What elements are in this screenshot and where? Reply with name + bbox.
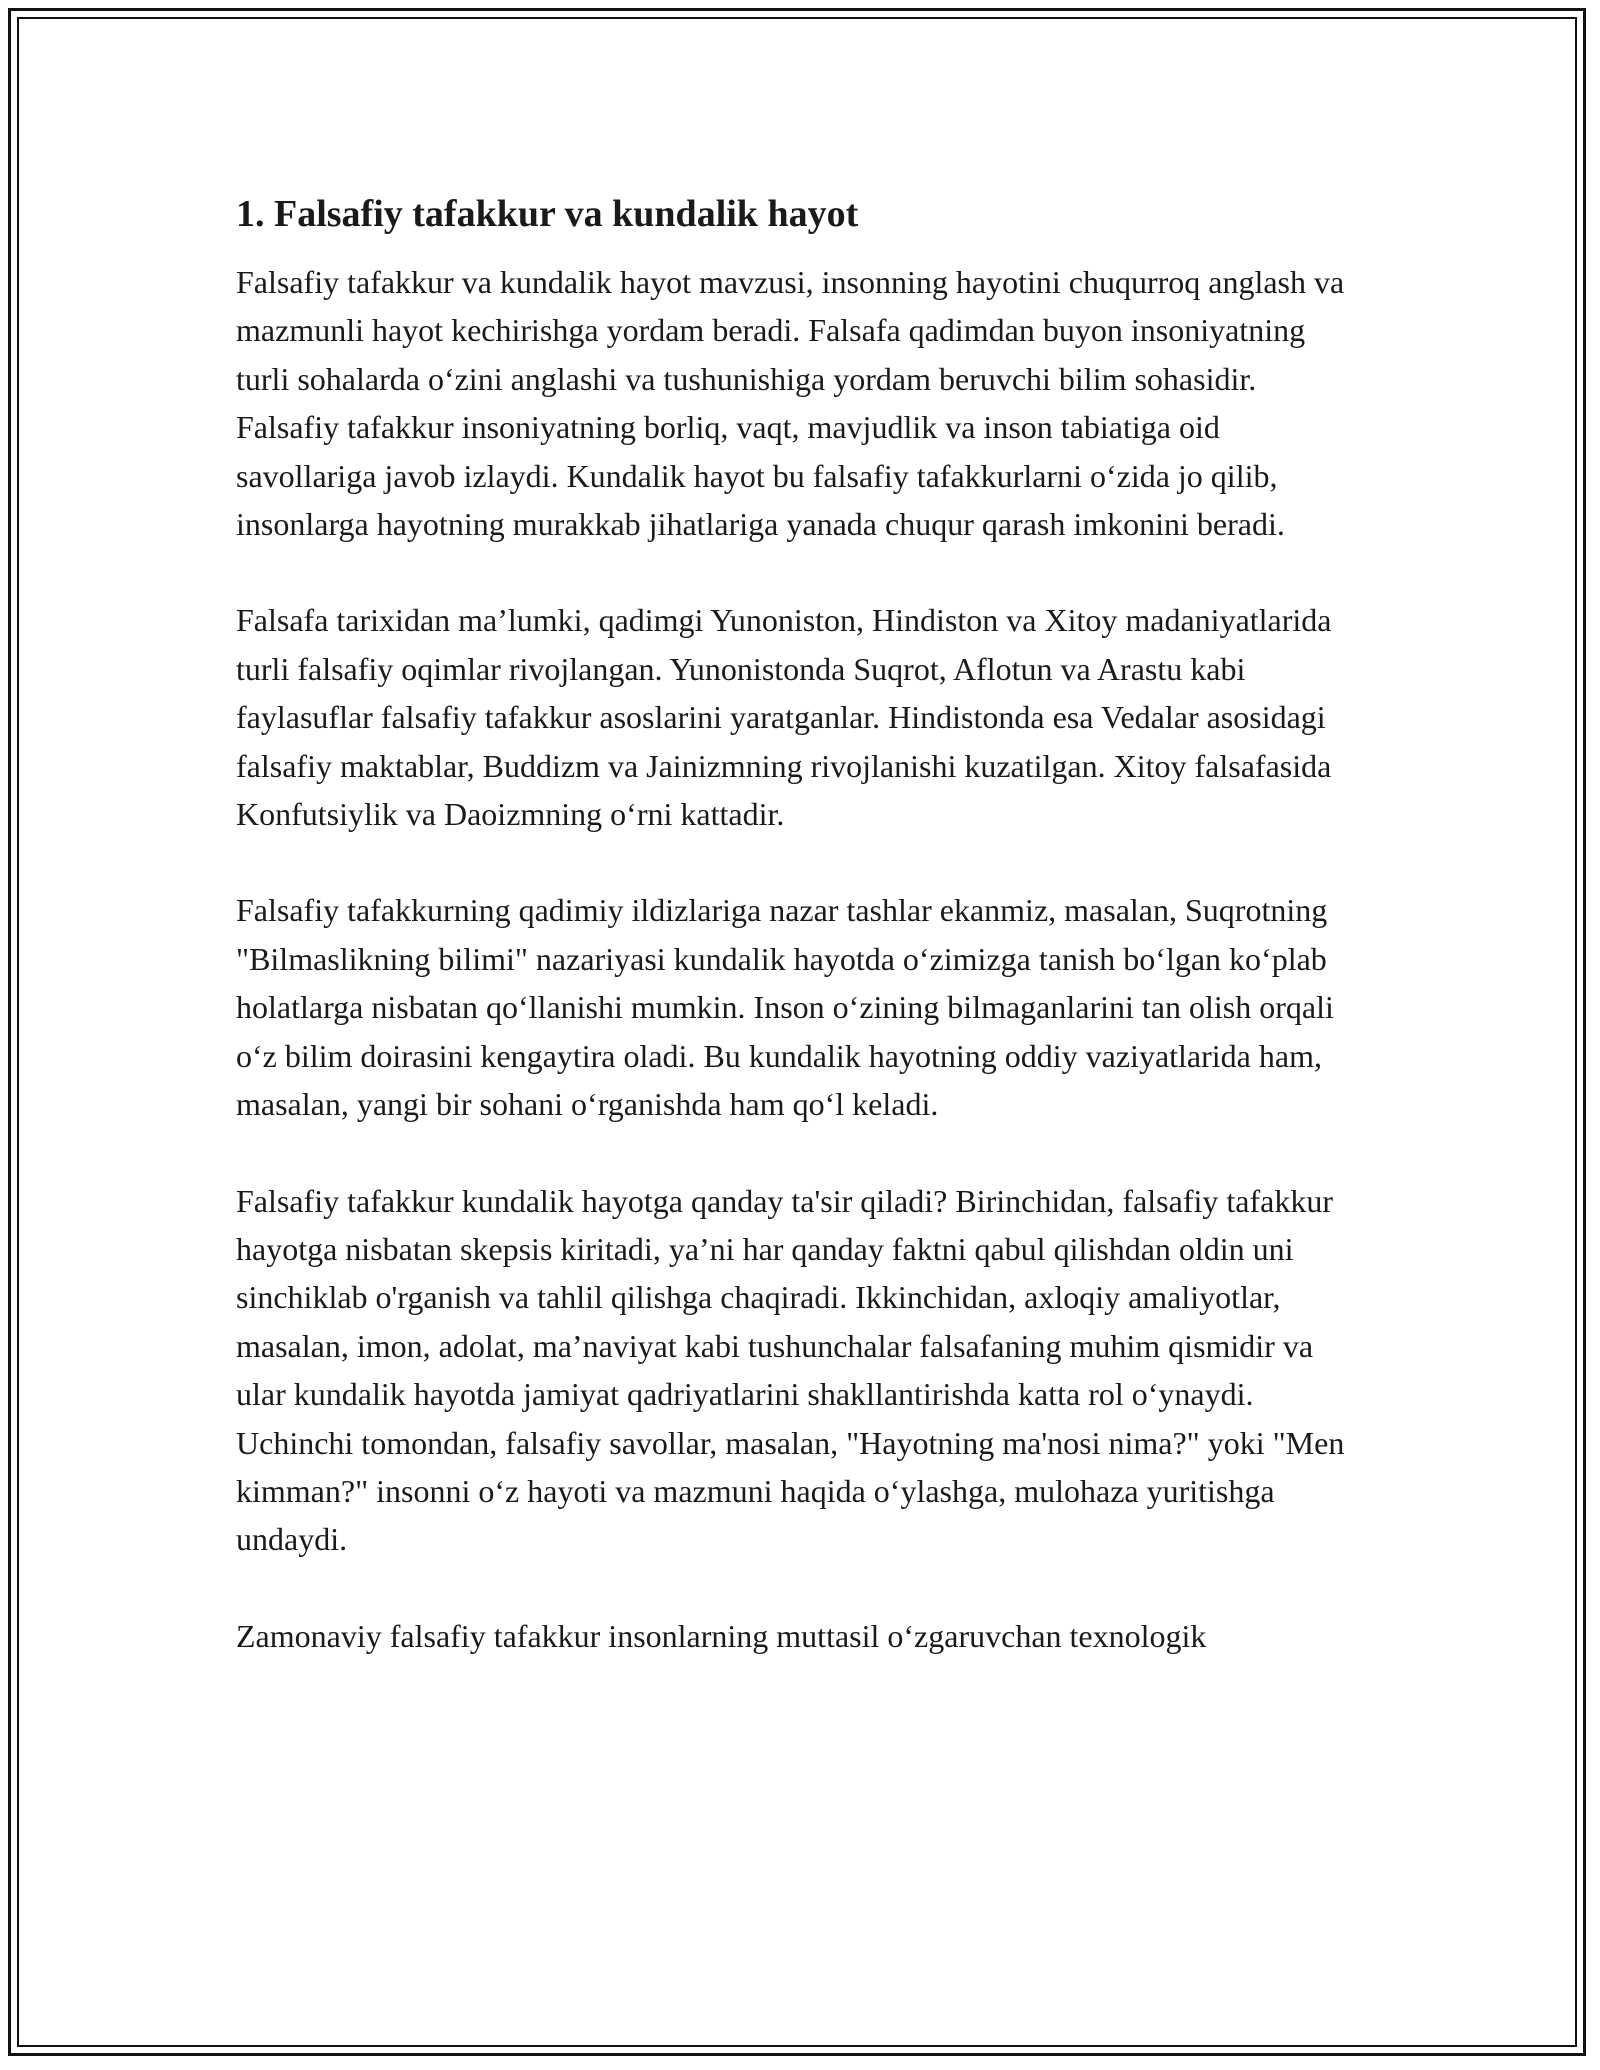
paragraph-3: Falsafiy tafakkurning qadimiy ildizlariga nazar tashlar ekanmiz, masalan, Suqrotning "Bilmaslikning bilimi" nazariyasi kundalik hayotda o‘zimizga tanish bo‘lgan ko‘plab holatlarga nisbatan qo‘llanishi mumkin. Inson o‘zining bilmaganlarini tan olish orqali o‘z bilim doirasini kengaytira oladi. Bu kundalik hayotning oddiy vaziyatlarida ham, masalan, yangi bir sohani o‘rganishda ham qo‘l keladi. (236, 892, 1334, 1123)
paragraph-1: Falsafiy tafakkur va kundalik hayot mavzusi, insonning hayotini chuqurroq anglash va mazmunli hayot kechirishga yordam beradi. Falsafa qadimdan buyon insoniyatning turli sohalarda o‘zini anglashi va tushunishiga yordam beruvchi bilim sohasidir. Falsafiy tafakkur insoniyatning borliq, vaqt, mavjudlik va inson tabiatiga oid savollariga javob izlaydi. Kundalik hayot bu falsafiy tafakkurlarni o‘zida jo qilib, insonlarga hayotning murakkab jihatlariga yanada chuqur qarash imkonini beradi. (236, 264, 1345, 543)
paragraph-5: Zamonaviy falsafiy tafakkur insonlarning muttasil o‘zgaruvchan texnologik (236, 1617, 1207, 1654)
document-body (236, 188, 1366, 1660)
section-title: 1. Falsafiy tafakkur va kundalik hayot (236, 193, 859, 235)
paragraph-4: Falsafiy tafakkur kundalik hayotga qanday ta'sir qiladi? Birinchidan, falsafiy tafakkur hayotga nisbatan skepsis kiritadi, ya’ni har qanday faktni qabul qilishdan oldin uni sinchiklab o'rganish va tahlil qilishga chaqiradi. Ikkinchidan, axloqiy amaliyotlar, masalan, imon, adolat, ma’naviyat kabi tushunchalar falsafaning muhim qismidir va ular kundalik hayotda jamiyat qadriyatlarini shakllantirishda katta rol o‘ynaydi. Uchinchi tomondan, falsafiy savollar, masalan, "Hayotning ma'nosi nima?" yoki "Men kimman?" insonni o‘z hayoti va mazmuni haqida o‘ylashga, mulohaza yuritishga undaydi. (236, 1182, 1345, 1558)
paragraph-2: Falsafa tarixidan ma’lumki, qadimgi Yunoniston, Hindiston va Xitoy madaniyatlarida turli falsafiy oqimlar rivojlangan. Yunonistonda Suqrot, Aflotun va Arastu kabi faylasuflar falsafiy tafakkur asoslarini yaratganlar. Hindistonda esa Vedalar asosidagi falsafiy maktablar, Buddizm va Jainizmning rivojlanishi kuzatilgan. Xitoy falsafasida Konfutsiylik va Daoizmning o‘rni kattadir. (236, 602, 1332, 833)
